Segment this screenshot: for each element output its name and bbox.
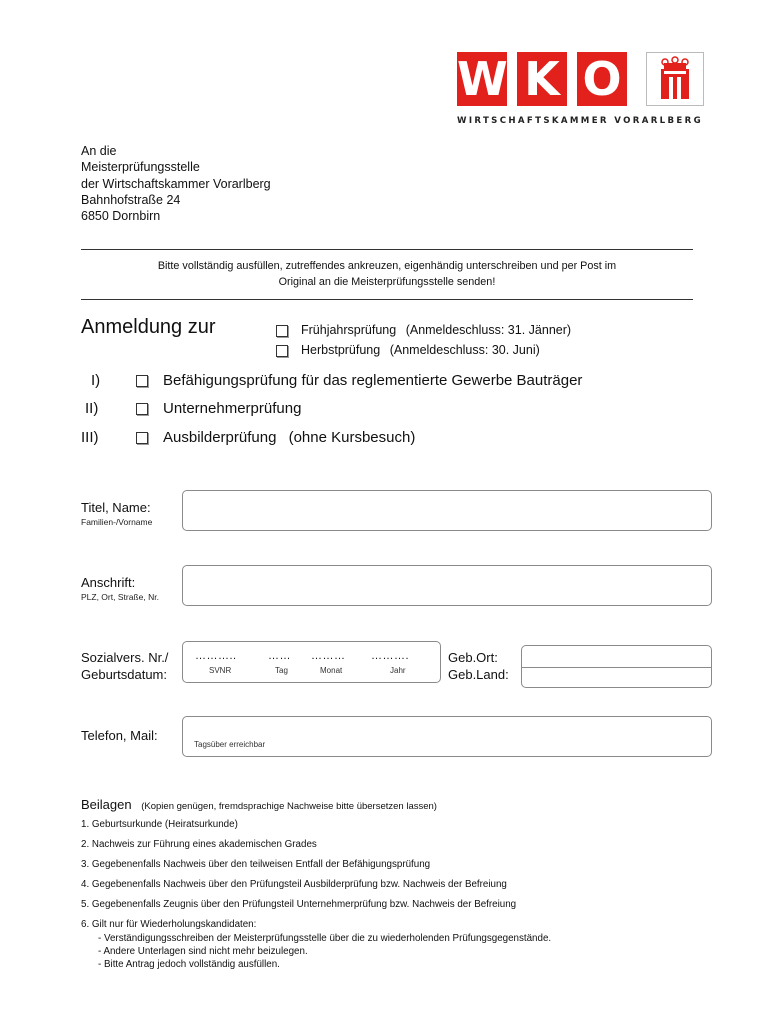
instructions: [81, 258, 693, 290]
beilage-subitem: - Verständigungsschreiben der Meisterprüfungsstelle über die zu wiederholenden Prüfungsgegenstände.: [98, 933, 552, 944]
telefon-hint: Tagsüber erreichbar: [194, 740, 266, 749]
vorarlberg-crest-icon: [646, 52, 704, 106]
term-herbst: [301, 343, 540, 357]
address-line: Bahnhofstraße 24: [81, 192, 181, 207]
checkbox-fruehjahr[interactable]: [276, 325, 288, 337]
numeral-iii: III): [81, 429, 99, 446]
telefon-label: Telefon, Mail:: [81, 728, 158, 743]
svnr-dots: ………..: [195, 650, 237, 662]
anschrift-field[interactable]: [182, 565, 712, 606]
address-line: der Wirtschaftskammer Vorarlberg: [81, 176, 271, 191]
checkbox-unternehmerpruefung[interactable]: [136, 403, 148, 415]
monat-caption: Monat: [320, 666, 343, 675]
numeral-ii: II): [85, 400, 99, 417]
svnr-caption: SVNR: [209, 666, 232, 675]
beilage-subitem: - Bitte Antrag jedoch vollständig ausfüllen.: [98, 959, 280, 970]
address-line: Meisterprüfungsstelle: [81, 160, 200, 175]
checkbox-ausbilderpruefung[interactable]: [136, 432, 148, 444]
exam-unternehmerpruefung: [163, 400, 301, 417]
logo-letter-k: K: [517, 52, 567, 106]
logo-letter-w: W: [457, 52, 508, 106]
monat-dots: ………: [311, 650, 346, 662]
term-herbst-label: Herbstprüfung: [301, 343, 381, 357]
logo-letter-o: O: [577, 52, 627, 106]
exam-ausbilderpruefung-label: Ausbilderprüfung: [163, 429, 277, 446]
geburtsort-land-field[interactable]: [521, 645, 712, 688]
name-sublabel: Familien-/Vorname: [81, 517, 153, 527]
beilagen-note: (Kopien genügen, fremdsprachige Nachweise bitte übersetzen lassen): [141, 801, 437, 812]
beilagen-heading: [81, 797, 437, 812]
address-line: An die: [81, 144, 117, 158]
beilage-item: 6. Gilt nur für Wiederholungskandidaten:: [81, 919, 257, 930]
term-herbst-deadline: (Anmeldeschluss: 30. Juni): [389, 343, 540, 357]
beilage-item: 4. Gegebenenfalls Nachweis über den Prüfungsteil Ausbilderprüfung bzw. Nachweis der Befreiung: [81, 879, 507, 890]
beilage-item: 1. Geburtsurkunde (Heiratsurkunde): [81, 819, 238, 830]
beilage-subitem: - Andere Unterlagen sind nicht mehr beizulegen.: [98, 946, 308, 957]
tag-dots: ……: [268, 650, 291, 662]
svnr-label: Sozialvers. Nr./: [81, 650, 169, 665]
beilage-item: 2. Nachweis zur Führung eines akademischen Grades: [81, 839, 317, 850]
instructions-line-1: Bitte vollständig ausfüllen, zutreffendes ankreuzen, eigenhändig unterschreiben und per Post im: [157, 260, 617, 272]
divider-top: [81, 249, 693, 250]
address-line: 6850 Dornbirn: [81, 209, 161, 224]
registration-heading: Anmeldung zur: [81, 316, 216, 338]
logo-tagline: WIRTSCHAFTSKAMMER VORARLBERG: [457, 116, 703, 126]
checkbox-herbst[interactable]: [276, 345, 288, 357]
name-label: Titel, Name:: [81, 500, 151, 515]
geburtsdatum-label: Geburtsdatum:: [81, 667, 167, 682]
exam-bautraeger: [163, 372, 582, 389]
beilage-item: 5. Gegebenenfalls Zeugnis über den Prüfungsteil Unternehmerprüfung bzw. Nachweis der Befreiung: [81, 899, 517, 910]
geb-land-label: Geb.Land:: [448, 667, 509, 682]
exam-unternehmerpruefung-label: Unternehmerprüfung: [163, 400, 302, 417]
geb-field-divider: [522, 667, 711, 668]
recipient-address: [81, 143, 271, 224]
term-fruehjahr-label: Frühjahrsprüfung: [301, 323, 397, 337]
telefon-field[interactable]: [182, 716, 712, 757]
instructions-line-2: Original an die Meisterprüfungsstelle senden!: [278, 276, 496, 288]
beilagen-title: Beilagen: [81, 797, 132, 812]
beilage-item: 3. Gegebenenfalls Nachweis über den teilweisen Entfall der Befähigungsprüfung: [81, 859, 431, 870]
svnr-geburtsdatum-field[interactable]: [182, 641, 441, 683]
divider-bottom: [81, 299, 693, 300]
term-fruehjahr: [301, 323, 571, 337]
numeral-i: I): [91, 372, 101, 389]
tag-caption: Tag: [275, 666, 288, 675]
jahr-caption: Jahr: [390, 666, 406, 675]
term-fruehjahr-deadline: (Anmeldeschluss: 31. Jänner): [405, 323, 572, 337]
anschrift-sublabel: PLZ, Ort, Straße, Nr.: [81, 592, 159, 602]
exam-ausbilderpruefung: [163, 429, 415, 446]
anschrift-label: Anschrift:: [81, 575, 136, 590]
checkbox-bautraeger[interactable]: [136, 375, 148, 387]
geb-ort-label: Geb.Ort:: [448, 650, 498, 665]
name-field[interactable]: [182, 490, 712, 531]
exam-ausbilderpruefung-note: (ohne Kursbesuch): [288, 429, 416, 446]
exam-bautraeger-label: Befähigungsprüfung für das reglementierte Gewerbe Bauträger: [163, 372, 583, 389]
jahr-dots: ……….: [371, 650, 410, 662]
